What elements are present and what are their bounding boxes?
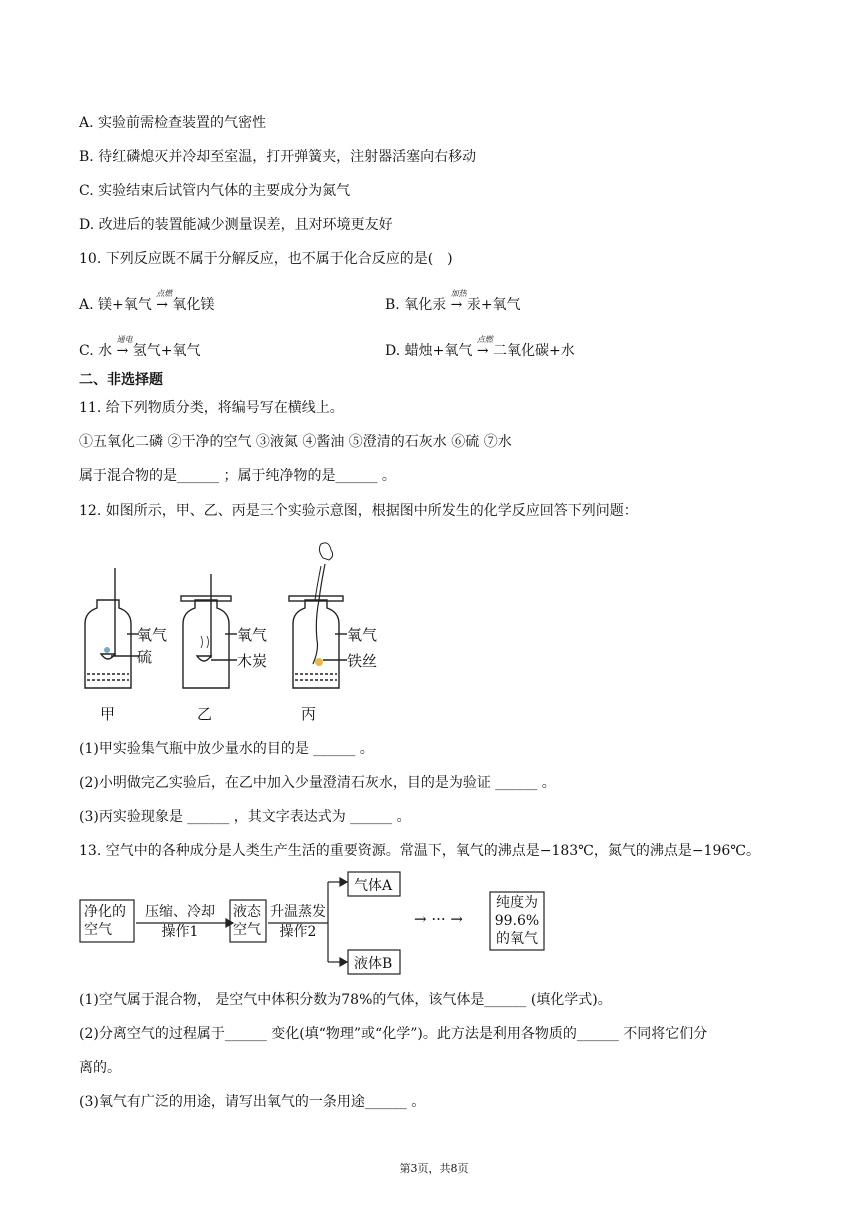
box-liquid-air-text-1: 液态 [233,904,261,920]
label-yi: 乙 [197,705,213,723]
process-ellipsis: → ··· → [414,910,463,928]
spark [315,658,323,666]
q13-part-1: (1)空气属于混合物， 是空气中体积分数为78%的气体，该气体是______ (填化学式)。 [79,992,612,1008]
q11-items: ①五氧化二磷 ②干净的空气 ③液氮 ④酱油 ⑤澄清的石灰水 ⑥硫 ⑦水 [79,434,512,450]
q13-flowchart [78,868,558,978]
q10-option-c: C. 水 通电 → 氢气+氧气 [79,341,201,361]
q13-part-2: (2)分离空气的过程属于______ 变化(填“物理”或“化学”)。此方法是利用各物质的______ 不同将它们分 [79,1026,708,1042]
q13-stem: 13. 空气中的各种成分是人类生产生活的重要资源。常温下，氧气的沸点是−183℃，氮气的沸点是−196℃。 [79,843,760,859]
operation-2-text: 升温蒸发 [270,904,326,920]
q12-part-2: (2)小明做完乙实验后，在乙中加入少量澄清石灰水，目的是为验证 ______ 。 [79,775,556,791]
q9-option-b: B. 待红磷熄灭并冷却至室温，打开弹簧夹，注射器活塞向右移动 [79,149,477,165]
label-sulfur: 硫 [137,648,153,666]
sulfur-flame [104,647,110,653]
q12-part-1: (1)甲实验集气瓶中放少量水的目的是 ______ 。 [79,741,374,757]
reaction-condition: 点燃 [156,289,173,298]
q11-stem: 11. 给下列物质分类，将编号写在横线上。 [79,400,344,416]
reaction-condition: 点燃 [476,335,493,344]
q9-option-c: C. 实验结束后试管内气体的主要成分为氮气 [79,183,351,199]
q10-stem: 10. 下列反应既不属于分解反应，也不属于化合反应的是( ) [79,251,453,267]
q10-option-b: B. 氧化汞 加热 → 汞+氧气 [385,295,521,315]
page-footer: 第3页，共8页 [399,1162,469,1175]
box-purified-air-text-2: 空气 [84,922,112,938]
reaction-condition: 加热 [450,289,467,298]
oxygen-box-text-3: 的氧气 [496,931,538,947]
q9-option-d: D. 改进后的装置能减少测量误差，且对环境更友好 [79,217,393,233]
reaction-condition: 通电 [116,335,133,344]
q11-blank: 属于混合物的是______ ；属于纯净物的是______ 。 [79,468,396,484]
q10-option-d: D. 蜡烛+氧气 点燃 → 二氧化碳+水 [385,341,575,361]
label-bing: 丙 [301,705,317,723]
q12-figure [75,538,395,728]
box-liquid-air-text-2: 空气 [233,922,261,938]
label-oxygen-bing: 氧气 [347,626,378,644]
section-heading: 二、非选择题 [79,372,163,388]
q12-stem: 12. 如图所示，甲、乙、丙是三个实验示意图，根据图中所发生的化学反应回答下列问题： [79,503,638,519]
box-purified-air-text-1: 净化的 [84,904,126,920]
oxygen-box-text-2: 99.6% [494,913,540,929]
q10-option-a: A. 镁+氧气 点燃 → 氧化镁 [79,295,214,315]
gas-bottle-yi [183,600,229,688]
q9-option-a: A. 实验前需检查装置的气密性 [79,115,267,131]
gas-bottle-bing [293,600,339,688]
label-jia: 甲 [100,705,116,723]
operation-1-label: 操作1 [161,924,199,940]
label-iron-wire: 铁丝 [347,652,378,670]
q12-part-3: (3)丙实验现象是 ______ ，其文字表达式为 ______ 。 [79,809,411,825]
label-oxygen-jia: 氧气 [137,626,168,644]
label-charcoal: 木炭 [237,652,268,670]
q13-part-3: (3)氧气有广泛的用途，请写出氧气的一条用途______ 。 [79,1094,426,1110]
liquid-b-label: 液体B [354,956,393,972]
label-oxygen-yi: 氧气 [237,626,268,644]
gas-bottle-jia [85,600,131,688]
q13-part-2-cont: 离的。 [79,1060,121,1076]
oxygen-box-text-1: 纯度为 [496,895,538,911]
operation-1-text: 压缩、冷却 [145,904,215,920]
operation-2-label: 操作2 [279,924,317,940]
gas-a-label: 气体A [354,878,393,894]
